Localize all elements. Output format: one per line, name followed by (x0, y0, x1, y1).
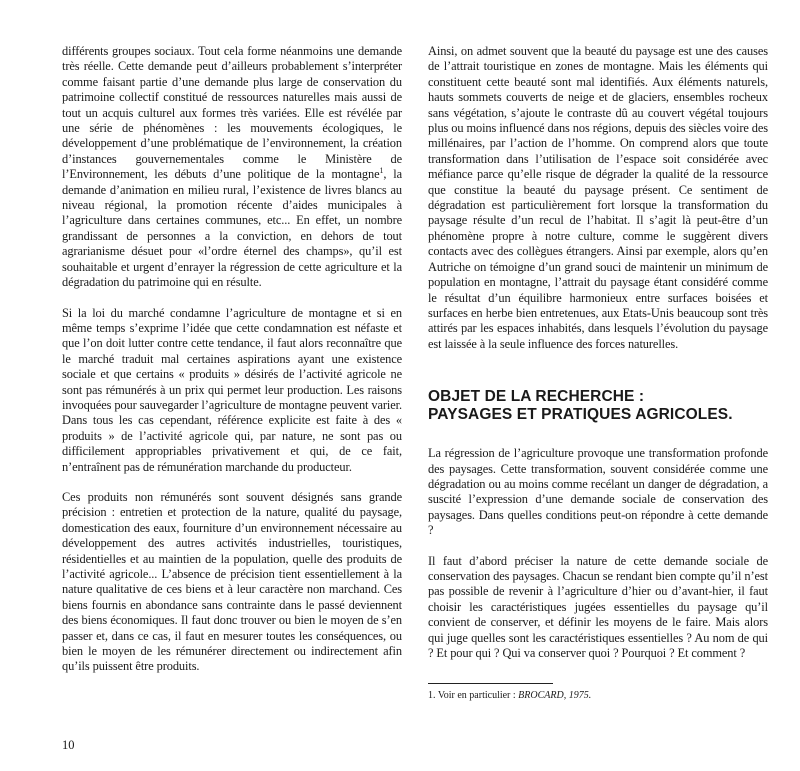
paragraph (62, 44, 402, 291)
heading-line: PAYSAGES ET PRATIQUES AGRICOLES. (428, 406, 733, 424)
footnote-ref: 1 (379, 166, 384, 176)
footnote (428, 690, 768, 702)
footnote-prefix: 1. Voir en particulier : (428, 690, 519, 702)
page-number: 10 (62, 738, 75, 752)
paragraph: Si la loi du marché condamne l’agriculture de montagne et si en même temps s’exprime l’idée que cette condamnation est néfaste et que l’on doit lutter contre cette tendance, il faut alors reconnaître que le marché traduit mal certaines aspirations ayant une existence sociale et que certains « produits » désirés de l’activité agricole ne sont pas rémunérés à un prix qui permet leur production. Les raisons invoquées pour sauvegarder l’agriculture de montagne peuvent varier. Dans tous les cas cependant, référence explicite est faite à des « produits » de l’activité agricole qui, par nature, ne sont pas ou difficilement appropriables privativement et qui, de ce fait, n’entraînent pas de rémunération marchande du producteur. (62, 305, 403, 474)
footnote-reference: BROCARD, 1975. (518, 690, 592, 702)
right-column (428, 44, 768, 702)
section-heading (428, 388, 768, 424)
paragraph: Il faut d’abord préciser la nature de cette demande sociale de conservation des paysages. Chacun se rendant bien compte qu’il n’est pas possible de revenir à l’agriculture d’hier ou d’avant-hier, il faut choisir les caractéristiques jugées essentielles du paysage qu’il convient de conserver, et définir les moyens de le faire. Mais alors qui juge quelles sont les caractéristiques essentielles ? Au nom de qui ? Et pour qui ? Qui va conserver quoi ? Pourquoi ? Et comment ? (428, 553, 768, 660)
paragraph: Ces produits non rémunérés sont souvent désignés sans grande précision : entretien et protection de la nature, qualité du paysage, domestication des eaux, fourniture d’un environnement nécessaire au développement des autres activités industrielles, touristiques, résidentielles et au maintien de la population, quelle des produits de l’activité agricole... L’absence de précision tient essentiellement à la nature qualitative de ces biens et à leur caractère non marchand. Ces biens fournis en abondance sans contrainte dans le passé deviennent des biens économiques. Il faut donc trouver ou bien le moyen de s’en passer et, dans ce cas, il faut en mesurer toutes les conséquences, ou bien le moyen de les rémunérer directement ou indirectement afin qu’ils puissent être produits. (62, 489, 402, 674)
paragraph-text: , la demande d’animation en milieu rural, l’existence de livres blancs au niveau régional, la promotion récente d’aides municipales à l’agriculture dans certaines communes, etc... En effet, un nombre grandissant de personnes a la conviction, en dehors de tout agrarianisme désuet pour «l’ordre éternel des champs», qu’il est souhaitable et urgent d’enrayer la régression de cette agriculture et la dégradation du patrimoine qui en résulte. (62, 167, 402, 290)
paragraph: La régression de l’agriculture provoque une transformation profonde des paysages. Cette transformation, souvent considérée comme une dégradation ou au moins comme recélant un danger de dégradation, a suscité l’expression d’une demande sociale de conservation des paysages. Dans quelles conditions peut-on répondre à cette demande ? (428, 446, 768, 538)
paragraph: Ainsi, on admet souvent que la beauté du paysage est une des causes de l’attrait touristique en zones de montagne. Mais les éléments qui constituent cette beauté sont mal identifiés. Aux éléments naturels, hauts sommets couverts de neige et de glaciers, ensembles rocheux sans végétation, s’ajoute le contraste dû au couvert végétal toujours plus ou moins influencé dans nos régions, depuis des siècles voire des millénaires, par l’action de l’homme. On comprend alors que toute transformation dans l’utilisation de l’espace soit considérée avec méfiance parce qu’elle risque de dégrader la qualité de la ressource que constitue la beauté du paysage présent. Ce sentiment de dégradation est particulièrement fort lorsque la transformation du paysage résulte d’un recul de l’habitat. Il s’agit là peut-être d’un phénomène propre à notre culture, comme le suggèrent divers contacts avec des collègues étrangers. Ainsi par exemple, alors qu’en Autriche on témoigne d’un grand souci de maintenir un minimum de population en montagne, l’attrait du paysage étant considéré comme le résultat d’un équilibre harmonieux entre surfaces boisées et surfaces en herbe bien entretenues, aux Etats-Unis beaucoup sont très attirés par les espaces inhabités, dans lesquels l’évolution du paysage est laissée à la seule influence des forces naturelles. (428, 44, 768, 351)
heading-line: OBJET DE LA RECHERCHE : (428, 388, 645, 406)
left-column (62, 44, 402, 675)
footnote-divider (428, 683, 553, 684)
paragraph-text: différents groupes sociaux. Tout cela forme néanmoins une demande très réelle. Cette demande peut d’ailleurs probablement s’interpréter comme faisant partie d’une demande plus large de conservation du patrimoine collectif constitué de ressources naturelles mais aussi de tout un acquis culturel aux formes très variées. Elle est révélée par une série de phénomènes : les mouvements écologiques, le développement d’une problématique de l’environnement, la création d’instances gouvernementales comme le Ministère de l’Environnement, les débuts d’une politique de la montagne (62, 44, 402, 182)
